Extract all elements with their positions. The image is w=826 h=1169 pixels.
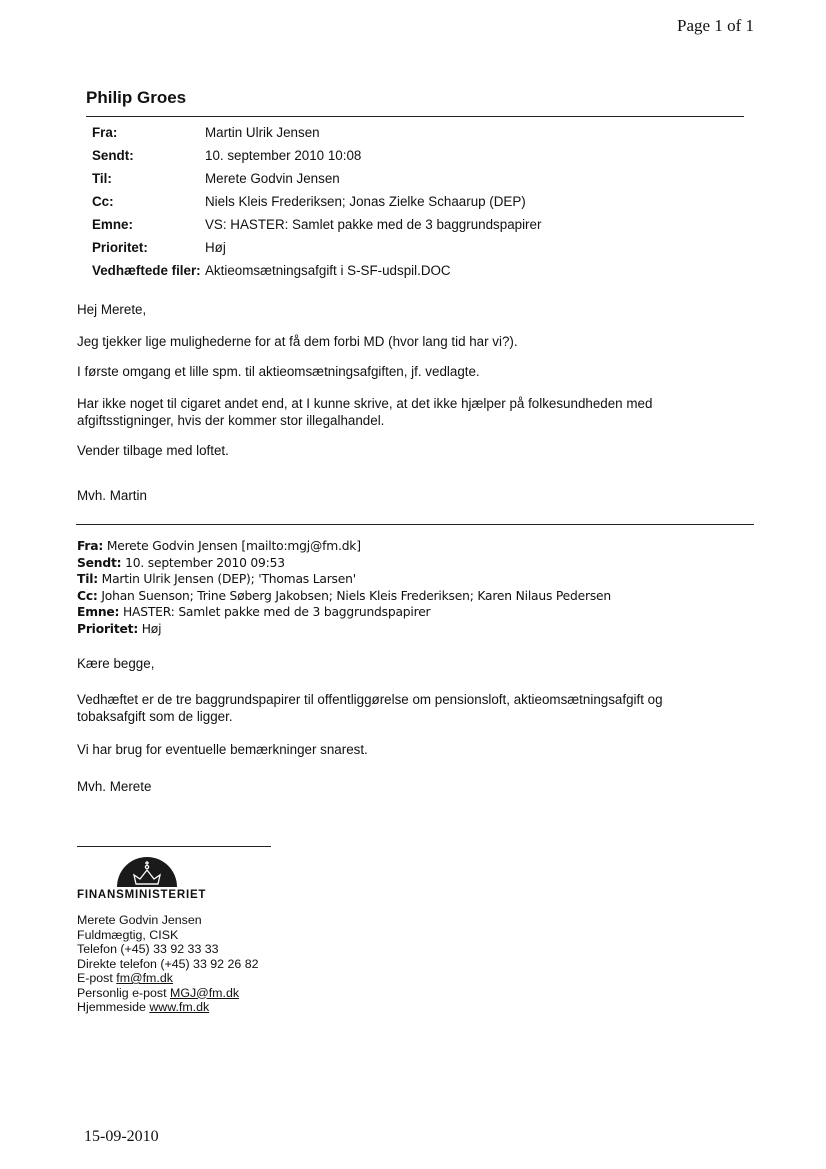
header-label: Vedhæftede filer: <box>92 263 201 278</box>
signature-email-row <box>77 971 259 986</box>
body-paragraph: Jeg tjekker lige mulighederne for at få dem forbi MD (hvor lang tid har vi?). <box>77 334 518 349</box>
signature-website-row <box>77 1000 259 1015</box>
body-paragraph: Kære begge, <box>77 656 155 671</box>
forwarded-label: Sendt: <box>77 555 122 570</box>
body-paragraph: Hej Merete, <box>77 302 147 317</box>
forwarded-row-from <box>77 538 361 555</box>
website-link[interactable]: www.fm.dk <box>149 1000 210 1014</box>
signature-title: Fuldmægtig, CISK <box>77 927 179 942</box>
body-paragraph: Vender tilbage med loftet. <box>77 443 229 458</box>
header-value: Høj <box>205 240 226 255</box>
forwarded-label: Prioritet: <box>77 621 139 636</box>
signature-name: Merete Godvin Jensen <box>77 913 202 927</box>
forwarded-row-priority <box>77 621 161 638</box>
forwarded-label: Fra: <box>77 539 104 553</box>
mailbox-owner-name: Philip Groes <box>86 88 187 107</box>
signature-phone: Telefon (+45) 33 92 33 33 <box>77 942 219 956</box>
forwarded-label: Cc: <box>77 588 98 603</box>
page-number: Page 1 of 1 <box>677 16 754 35</box>
forwarded-value: 10. september 2010 09:53 <box>125 555 285 570</box>
header-value: Niels Kleis Frederiksen; Jonas Zielke Schaarup (DEP) <box>205 194 526 209</box>
forwarded-value: Høj <box>141 621 162 636</box>
body-paragraph: Har ikke noget til cigaret andet end, at I kunne skrive, at det ikke hjælper på folkesundheden med afgiftsstigninger, hvis der kommer stor illegalhandel. <box>77 396 653 428</box>
personal-email-link[interactable]: MGJ@fm.dk <box>170 985 240 1000</box>
header-value: Merete Godvin Jensen <box>205 171 340 186</box>
forward-divider <box>76 524 754 525</box>
finansministeriet-logo <box>77 857 247 905</box>
personal-email-label: Personlig e-post <box>77 985 167 1000</box>
header-value: Martin Ulrik Jensen <box>205 125 320 140</box>
body-paragraph: Vedhæftet er de tre baggrundspapirer til offentliggørelse om pensionsloft, aktieomsætningsafgift og tobaksafgift som de ligger. <box>77 692 663 724</box>
signature-block <box>77 913 259 1015</box>
email-label: E-post <box>77 971 113 985</box>
forwarded-row-cc <box>77 588 611 605</box>
forwarded-row-to <box>77 571 356 588</box>
forwarded-value: HASTER: Samlet pakke med de 3 baggrundspapirer <box>122 605 431 619</box>
header-label: Cc: <box>92 194 114 209</box>
forwarded-value: Martin Ulrik Jensen (DEP); 'Thomas Larsen' <box>101 572 356 586</box>
attachment-link[interactable]: Aktieomsætningsafgift i S-SF-udspil.DOC <box>205 263 451 278</box>
header-label: Til: <box>92 171 112 186</box>
header-label: Fra: <box>92 125 118 140</box>
logo-text: FINANSMINISTERIET <box>77 889 207 901</box>
body-paragraph: I første omgang et lille spm. til aktieomsætningsafgiften, jf. vedlagte. <box>77 364 480 379</box>
signature-direct-phone: Direkte telefon (+45) 33 92 26 82 <box>77 956 259 971</box>
closing: Mvh. Martin <box>77 488 147 503</box>
signature-personal-email-row <box>77 986 259 1001</box>
crown-icon <box>112 857 182 889</box>
website-label: Hjemmeside <box>77 1000 146 1014</box>
forwarded-row-subject <box>77 604 430 621</box>
email-link[interactable]: fm@fm.dk <box>116 971 173 985</box>
header-value: 10. september 2010 10:08 <box>205 148 362 163</box>
print-date: 15-09-2010 <box>84 1128 159 1145</box>
header-divider <box>86 116 744 117</box>
body-paragraph: Vi har brug for eventuelle bemærkninger snarest. <box>77 742 368 757</box>
forwarded-value: Johan Suenson; Trine Søberg Jakobsen; Niels Kleis Frederiksen; Karen Nilaus Pedersen <box>101 588 612 603</box>
signature-divider <box>77 846 271 847</box>
closing: Mvh. Merete <box>77 779 152 794</box>
header-label: Emne: <box>92 217 133 232</box>
header-value: VS: HASTER: Samlet pakke med de 3 baggrundspapirer <box>205 217 542 232</box>
forwarded-value: Merete Godvin Jensen [mailto:mgj@fm.dk] <box>106 539 361 553</box>
header-label: Prioritet: <box>92 240 148 255</box>
header-label: Sendt: <box>92 148 134 163</box>
forwarded-label: Til: <box>77 572 98 586</box>
forwarded-row-sent <box>77 555 285 572</box>
forwarded-label: Emne: <box>77 605 120 619</box>
